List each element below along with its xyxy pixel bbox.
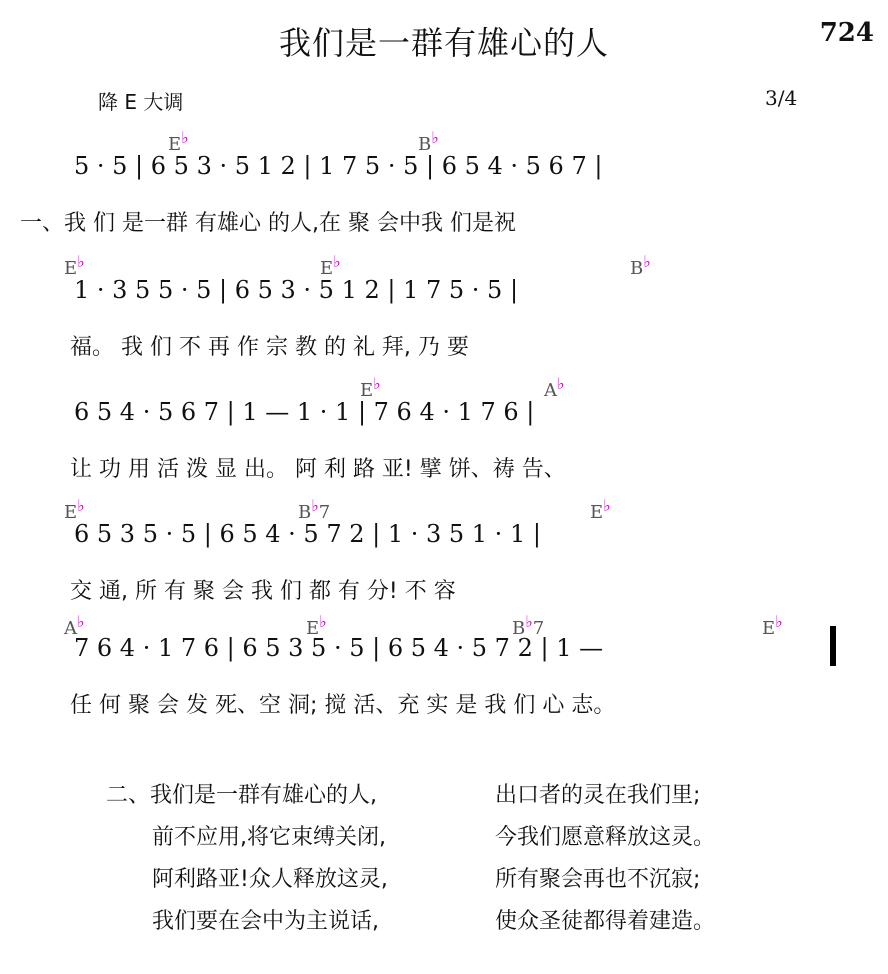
- final-barline: [830, 626, 836, 666]
- chord-label: E♭: [168, 128, 189, 155]
- verse-line-right: 出口者的灵在我们里;: [495, 783, 701, 808]
- verse-line-right: 所有聚会再也不沉寂;: [495, 867, 701, 892]
- hymn-title: 我们是一群有雄心的人: [278, 24, 609, 62]
- lyric-line: 交 通, 所 有 聚 会 我 们 都 有 分! 不 容: [70, 579, 456, 604]
- notation-line: 5 · 5 | 6 5 3 · 5 1 2 | 1 7 5 · 5 | 6 5 4 · 5 6 7 |: [74, 152, 603, 180]
- verse-line-right: 今我们愿意释放这灵。: [495, 825, 716, 850]
- chord-label: A♭: [544, 374, 565, 401]
- notation-line: 1 · 3 5 5 · 5 | 6 5 3 · 5 1 2 | 1 7 5 · 5 |: [74, 276, 519, 304]
- chord-label: E♭: [64, 496, 85, 523]
- notation-line: 6 5 3 5 · 5 | 6 5 4 · 5 7 2 | 1 · 3 5 1 · 1 |: [74, 520, 541, 548]
- chord-label: E♭: [306, 612, 327, 639]
- lyric-line: 福。 我 们 不 再 作 宗 教 的 礼 拜, 乃 要: [70, 335, 469, 360]
- chord-label: E♭: [64, 252, 85, 279]
- key-signature: 降 E 大调: [98, 90, 184, 114]
- time-signature: 3/4: [765, 86, 798, 110]
- verse-line-right: 使众圣徒都得着建造。: [495, 909, 716, 934]
- verse-line-left: 我们要在会中为主说话,: [152, 909, 379, 934]
- hymn-number: 724: [819, 18, 874, 48]
- chord-label: B♭: [630, 252, 651, 279]
- chord-label: B♭: [418, 128, 439, 155]
- chord-label: B♭7: [298, 496, 331, 523]
- lyric-line: 让 功 用 活 泼 显 出。 阿 利 路 亚! 擘 饼、祷 告、: [70, 457, 566, 482]
- verse-line-left: 阿利路亚!众人释放这灵,: [152, 867, 388, 892]
- chord-label: E♭: [590, 496, 611, 523]
- lyric-line: 任 何 聚 会 发 死、空 洞; 搅 活、充 实 是 我 们 心 志。: [70, 693, 616, 718]
- notation-line: 6 5 4 · 5 6 7 | 1 — 1 · 1 | 7 6 4 · 1 7 6 |: [74, 398, 535, 426]
- verse-line-left: 前不应用,将它束缚关闭,: [152, 825, 386, 850]
- notation-line: 7 6 4 · 1 7 6 | 6 5 3 5 · 5 | 6 5 4 · 5 7 2 | 1 —: [74, 634, 604, 662]
- verse-line-left: 二、我们是一群有雄心的人,: [106, 783, 377, 808]
- chord-label: B♭7: [512, 612, 545, 639]
- chord-label: E♭: [360, 374, 381, 401]
- chord-label: E♭: [762, 612, 783, 639]
- lyric-line: 一、我 们 是一群 有雄心 的人,在 聚 会中我 们是祝: [20, 211, 516, 236]
- chord-label: A♭: [64, 612, 85, 639]
- chord-label: E♭: [320, 252, 341, 279]
